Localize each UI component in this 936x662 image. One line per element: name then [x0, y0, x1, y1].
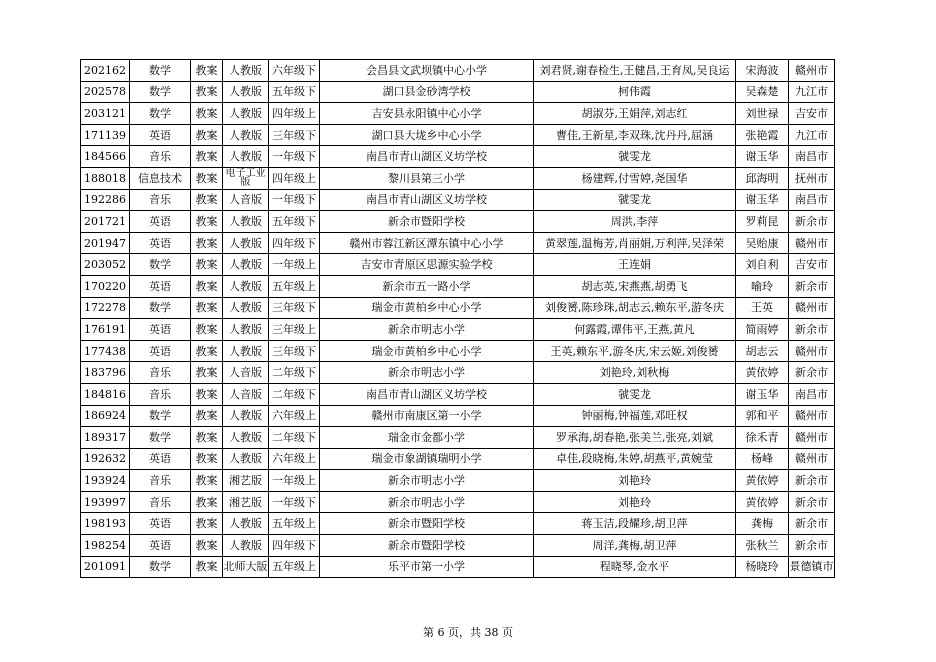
table-row [81, 448, 835, 470]
edition-cell: 人教版 [223, 146, 269, 168]
instructor-cell: 王英 [736, 297, 789, 319]
type-cell: 教案 [191, 254, 223, 276]
instructor-cell: 谢玉华 [736, 383, 789, 405]
edition-cell: 北师大版 [223, 556, 269, 578]
table-body [81, 60, 835, 578]
school-cell: 新余市暨阳学校 [320, 513, 534, 535]
instructor-cell: 吴贻康 [736, 232, 789, 254]
school-cell: 新余市明志小学 [320, 319, 534, 341]
table-row [81, 275, 835, 297]
city-cell: 赣州市 [789, 405, 835, 427]
subject-cell: 英语 [130, 232, 191, 254]
subject-cell: 英语 [130, 124, 191, 146]
subject-cell: 数学 [130, 297, 191, 319]
subject-cell: 英语 [130, 211, 191, 233]
school-cell: 湖口县大垅乡中心小学 [320, 124, 534, 146]
city-cell: 南昌市 [789, 383, 835, 405]
edition-cell: 人教版 [223, 103, 269, 125]
instructor-cell: 喻玲 [736, 275, 789, 297]
grade-cell: 四年级上 [269, 103, 320, 125]
city-cell: 赣州市 [789, 297, 835, 319]
edition-cell: 人教版 [223, 124, 269, 146]
table-row [81, 319, 835, 341]
grade-cell: 五年级上 [269, 556, 320, 578]
code-cell: 198254 [81, 535, 130, 557]
code-cell: 183796 [81, 362, 130, 384]
school-cell: 新余市暨阳学校 [320, 211, 534, 233]
page-footer: 第 6 页，共 38 页 [423, 626, 513, 639]
type-cell: 教案 [191, 340, 223, 362]
type-cell: 教案 [191, 103, 223, 125]
edition-cell: 人教版 [223, 319, 269, 341]
school-cell: 南昌市青山湖区义坊学校 [320, 189, 534, 211]
subject-cell: 英语 [130, 319, 191, 341]
grade-cell: 一年级下 [269, 146, 320, 168]
authors-cell: 罗承海,胡春艳,张美兰,张亮,刘斌 [534, 427, 736, 449]
instructor-cell: 龚梅 [736, 513, 789, 535]
instructor-cell: 张秋兰 [736, 535, 789, 557]
code-cell: 193924 [81, 470, 130, 492]
code-cell: 186924 [81, 405, 130, 427]
school-cell: 黎川县第三小学 [320, 167, 534, 189]
subject-cell: 音乐 [130, 362, 191, 384]
instructor-cell: 刘世禄 [736, 103, 789, 125]
subject-cell: 数学 [130, 405, 191, 427]
school-cell: 瑞金市黄柏乡中心小学 [320, 340, 534, 362]
city-cell: 赣州市 [789, 340, 835, 362]
city-cell: 赣州市 [789, 427, 835, 449]
type-cell: 教案 [191, 362, 223, 384]
table-row [81, 513, 835, 535]
school-cell: 吉安县永阳镇中心小学 [320, 103, 534, 125]
subject-cell: 数学 [130, 556, 191, 578]
edition-cell: 人音版 [223, 362, 269, 384]
city-cell: 九江市 [789, 124, 835, 146]
table-row [81, 124, 835, 146]
subject-cell: 数学 [130, 81, 191, 103]
city-cell: 吉安市 [789, 254, 835, 276]
type-cell: 教案 [191, 556, 223, 578]
edition-cell: 人教版 [223, 81, 269, 103]
instructor-cell: 宋海波 [736, 60, 789, 82]
school-cell: 新余市明志小学 [320, 491, 534, 513]
code-cell: 192286 [81, 189, 130, 211]
instructor-cell: 谢玉华 [736, 189, 789, 211]
edition-cell: 人教版 [223, 448, 269, 470]
school-cell: 湖口县金砂湾学校 [320, 81, 534, 103]
code-cell: 177438 [81, 340, 130, 362]
table-row [81, 405, 835, 427]
grade-cell: 二年级下 [269, 362, 320, 384]
authors-cell: 王英,赖东平,游冬庆,宋云姬,刘俊赟 [534, 340, 736, 362]
authors-cell: 虢雯龙 [534, 146, 736, 168]
authors-cell: 周洪,李萍 [534, 211, 736, 233]
city-cell: 南昌市 [789, 189, 835, 211]
subject-cell: 英语 [130, 275, 191, 297]
type-cell: 教案 [191, 275, 223, 297]
subject-cell: 英语 [130, 448, 191, 470]
subject-cell: 信息技术 [130, 167, 191, 189]
edition-cell: 湘艺版 [223, 470, 269, 492]
instructor-cell: 张艳霞 [736, 124, 789, 146]
code-cell: 188018 [81, 167, 130, 189]
authors-cell: 程晓琴,金水平 [534, 556, 736, 578]
table-row [81, 340, 835, 362]
type-cell: 教案 [191, 319, 223, 341]
grade-cell: 二年级下 [269, 383, 320, 405]
type-cell: 教案 [191, 383, 223, 405]
code-cell: 203121 [81, 103, 130, 125]
school-cell: 瑞金市象湖镇瑞明小学 [320, 448, 534, 470]
type-cell: 教案 [191, 146, 223, 168]
grade-cell: 六年级下 [269, 60, 320, 82]
authors-cell: 蒋玉洁,段耀珍,胡卫萍 [534, 513, 736, 535]
type-cell: 教案 [191, 81, 223, 103]
authors-cell: 钟丽梅,钟福莲,邓旺权 [534, 405, 736, 427]
edition-cell: 人教版 [223, 535, 269, 557]
edition-cell: 人教版 [223, 232, 269, 254]
subject-cell: 英语 [130, 513, 191, 535]
instructor-cell: 杨峰 [736, 448, 789, 470]
city-cell: 新余市 [789, 513, 835, 535]
authors-cell: 刘艳玲,刘秋梅 [534, 362, 736, 384]
subject-cell: 音乐 [130, 470, 191, 492]
authors-cell: 刘艳玲 [534, 470, 736, 492]
table-row [81, 232, 835, 254]
grade-cell: 一年级下 [269, 189, 320, 211]
type-cell: 教案 [191, 535, 223, 557]
code-cell: 192632 [81, 448, 130, 470]
authors-cell: 周洋,龚梅,胡卫萍 [534, 535, 736, 557]
table-row [81, 535, 835, 557]
code-cell: 202578 [81, 81, 130, 103]
type-cell: 教案 [191, 124, 223, 146]
authors-cell: 杨建辉,付雪婷,尧国华 [534, 167, 736, 189]
subject-cell: 数学 [130, 103, 191, 125]
authors-cell: 刘俊赟,陈珍珠,胡志云,赖东平,游冬庆 [534, 297, 736, 319]
code-cell: 201721 [81, 211, 130, 233]
subject-cell: 英语 [130, 535, 191, 557]
code-cell: 171139 [81, 124, 130, 146]
subject-cell: 音乐 [130, 189, 191, 211]
school-cell: 南昌市青山湖区义坊学校 [320, 383, 534, 405]
instructor-cell: 谢玉华 [736, 146, 789, 168]
city-cell: 南昌市 [789, 146, 835, 168]
code-cell: 193997 [81, 491, 130, 513]
instructor-cell: 刘自利 [736, 254, 789, 276]
grade-cell: 六年级上 [269, 448, 320, 470]
table-row [81, 491, 835, 513]
grade-cell: 二年级下 [269, 427, 320, 449]
authors-cell: 虢雯龙 [534, 189, 736, 211]
code-cell: 170220 [81, 275, 130, 297]
subject-cell: 英语 [130, 340, 191, 362]
authors-cell: 王连娟 [534, 254, 736, 276]
city-cell: 九江市 [789, 81, 835, 103]
code-cell: 172278 [81, 297, 130, 319]
edition-cell: 人教版 [223, 405, 269, 427]
edition-cell: 人教版 [223, 275, 269, 297]
subject-cell: 数学 [130, 60, 191, 82]
authors-cell: 曹佳,王新星,李双珠,沈丹丹,屈涵 [534, 124, 736, 146]
type-cell: 教案 [191, 470, 223, 492]
authors-cell: 胡志英,宋燕燕,胡勇飞 [534, 275, 736, 297]
school-cell: 瑞金市金都小学 [320, 427, 534, 449]
edition-cell: 湘艺版 [223, 491, 269, 513]
edition-cell: 人教版 [223, 513, 269, 535]
city-cell: 新余市 [789, 491, 835, 513]
school-cell: 新余市明志小学 [320, 362, 534, 384]
code-cell: 202162 [81, 60, 130, 82]
type-cell: 教案 [191, 491, 223, 513]
grade-cell: 三年级下 [269, 297, 320, 319]
authors-cell: 虢雯龙 [534, 383, 736, 405]
table-row [81, 383, 835, 405]
city-cell: 抚州市 [789, 167, 835, 189]
table-row [81, 254, 835, 276]
authors-cell: 柯伟霞 [534, 81, 736, 103]
school-cell: 南昌市青山湖区义坊学校 [320, 146, 534, 168]
edition-cell: 电子工业版 [223, 167, 269, 189]
authors-cell: 刘艳玲 [534, 491, 736, 513]
instructor-cell: 郭和平 [736, 405, 789, 427]
table-row [81, 81, 835, 103]
school-cell: 新余市五一路小学 [320, 275, 534, 297]
instructor-cell: 吴森楚 [736, 81, 789, 103]
grade-cell: 五年级下 [269, 211, 320, 233]
school-cell: 新余市明志小学 [320, 470, 534, 492]
city-cell: 新余市 [789, 319, 835, 341]
subject-cell: 数学 [130, 254, 191, 276]
code-cell: 176191 [81, 319, 130, 341]
table-row [81, 470, 835, 492]
instructor-cell: 黄依婷 [736, 491, 789, 513]
table-row [81, 427, 835, 449]
city-cell: 景德镇市 [789, 556, 835, 578]
edition-cell: 人教版 [223, 340, 269, 362]
code-cell: 184816 [81, 383, 130, 405]
grade-cell: 三年级下 [269, 340, 320, 362]
city-cell: 赣州市 [789, 60, 835, 82]
grade-cell: 一年级下 [269, 491, 320, 513]
code-cell: 198193 [81, 513, 130, 535]
edition-cell: 人音版 [223, 383, 269, 405]
table-row [81, 146, 835, 168]
table-row [81, 103, 835, 125]
grade-cell: 五年级下 [269, 81, 320, 103]
authors-cell: 黄翠莲,温梅芳,肖丽娟,万利萍,吴泽荣 [534, 232, 736, 254]
grade-cell: 五年级上 [269, 513, 320, 535]
code-cell: 203052 [81, 254, 130, 276]
grade-cell: 五年级上 [269, 275, 320, 297]
school-cell: 新余市暨阳学校 [320, 535, 534, 557]
instructor-cell: 黄依婷 [736, 362, 789, 384]
type-cell: 教案 [191, 448, 223, 470]
type-cell: 教案 [191, 60, 223, 82]
school-cell: 乐平市第一小学 [320, 556, 534, 578]
city-cell: 吉安市 [789, 103, 835, 125]
type-cell: 教案 [191, 211, 223, 233]
authors-cell: 刘君贤,谢春检生,王健昌,王育凤,吴良运 [534, 60, 736, 82]
subject-cell: 音乐 [130, 383, 191, 405]
type-cell: 教案 [191, 167, 223, 189]
edition-cell: 人教版 [223, 211, 269, 233]
subject-cell: 音乐 [130, 491, 191, 513]
city-cell: 新余市 [789, 470, 835, 492]
instructor-cell: 徐禾青 [736, 427, 789, 449]
city-cell: 新余市 [789, 362, 835, 384]
school-cell: 吉安市青原区思源实验学校 [320, 254, 534, 276]
school-cell: 赣州市蓉江新区潭东镇中心小学 [320, 232, 534, 254]
code-cell: 184566 [81, 146, 130, 168]
grade-cell: 三年级上 [269, 319, 320, 341]
grade-cell: 四年级上 [269, 167, 320, 189]
city-cell: 赣州市 [789, 232, 835, 254]
city-cell: 新余市 [789, 535, 835, 557]
instructor-cell: 胡志云 [736, 340, 789, 362]
type-cell: 教案 [191, 232, 223, 254]
code-cell: 189317 [81, 427, 130, 449]
instructor-cell: 邱海明 [736, 167, 789, 189]
school-cell: 会昌县文武坝镇中心小学 [320, 60, 534, 82]
table-row [81, 211, 835, 233]
school-cell: 瑞金市黄柏乡中心小学 [320, 297, 534, 319]
city-cell: 赣州市 [789, 448, 835, 470]
table-row [81, 189, 835, 211]
authors-cell: 胡淑芬,王娟萍,刘志红 [534, 103, 736, 125]
edition-cell: 人教版 [223, 60, 269, 82]
type-cell: 教案 [191, 405, 223, 427]
instructor-cell: 罗莉昆 [736, 211, 789, 233]
instructor-cell: 黄依婷 [736, 470, 789, 492]
grade-cell: 六年级上 [269, 405, 320, 427]
authors-cell: 卓佳,段晓梅,朱婷,胡燕平,黄婉莹 [534, 448, 736, 470]
table-row [81, 362, 835, 384]
grade-cell: 四年级下 [269, 535, 320, 557]
data-table [80, 59, 835, 578]
subject-cell: 数学 [130, 427, 191, 449]
table-row [81, 60, 835, 82]
table-row [81, 167, 835, 189]
city-cell: 新余市 [789, 211, 835, 233]
type-cell: 教案 [191, 513, 223, 535]
grade-cell: 三年级下 [269, 124, 320, 146]
table-row [81, 297, 835, 319]
code-cell: 201091 [81, 556, 130, 578]
subject-cell: 音乐 [130, 146, 191, 168]
city-cell: 新余市 [789, 275, 835, 297]
edition-cell: 人教版 [223, 254, 269, 276]
instructor-cell: 杨晓玲 [736, 556, 789, 578]
edition-cell: 人教版 [223, 297, 269, 319]
instructor-cell: 简雨婷 [736, 319, 789, 341]
code-cell: 201947 [81, 232, 130, 254]
school-cell: 赣州市南康区第一小学 [320, 405, 534, 427]
type-cell: 教案 [191, 427, 223, 449]
grade-cell: 一年级上 [269, 254, 320, 276]
type-cell: 教案 [191, 297, 223, 319]
authors-cell: 何露霞,谭伟平,王燕,黄凡 [534, 319, 736, 341]
grade-cell: 一年级上 [269, 470, 320, 492]
edition-cell: 人音版 [223, 189, 269, 211]
edition-cell: 人教版 [223, 427, 269, 449]
grade-cell: 四年级下 [269, 232, 320, 254]
type-cell: 教案 [191, 189, 223, 211]
table-row [81, 556, 835, 578]
